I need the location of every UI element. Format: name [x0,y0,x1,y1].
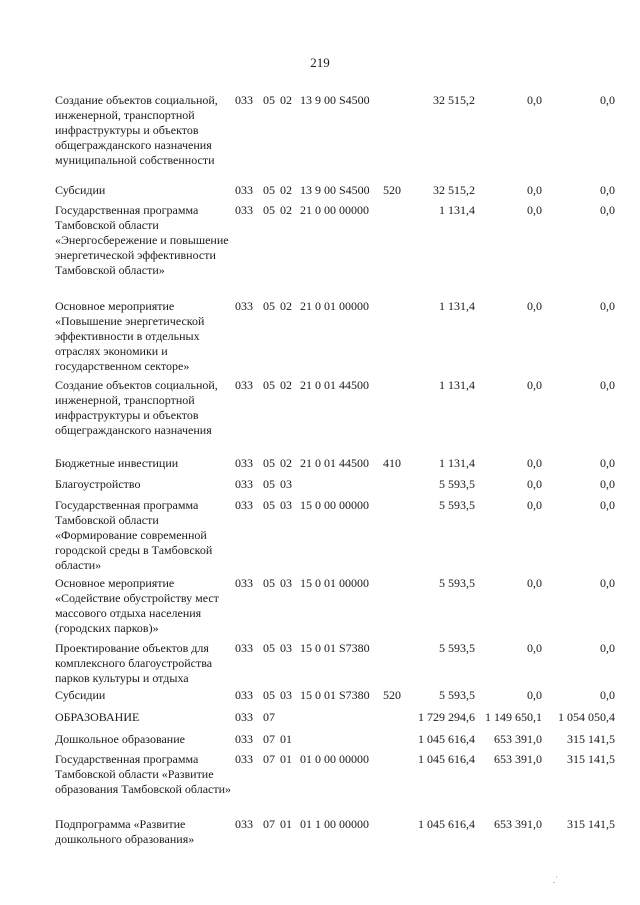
code-subsection: 03 [280,576,292,590]
row-name: Основное мероприятие «Повышение энергетической эффективности в отдельных отраслях экономики и государственном секторе» [55,299,205,373]
code-section: 07 [263,732,275,746]
code-subsection: 02 [280,299,292,313]
code-section: 05 [263,641,275,655]
value-year-1: 1 131,4 [439,456,475,470]
row-name: Государственная программа Тамбовской области «Формирование современной городской среды в Тамбовской области» [55,498,213,572]
row-name: Создание объектов социальной, инженерной, транспортной инфраструктуры и объектов общегражданского назначения [55,378,218,437]
code-section: 05 [263,456,275,470]
value-year-2: 0,0 [527,203,542,217]
value-year-1: 1 131,4 [439,299,475,313]
code-target: 21 0 00 00000 [300,203,369,217]
row-name: Государственная программа Тамбовской области «Энергосбережение и повышение энергетической эффективности Тамбовской области» [55,203,229,277]
code-subsection: 02 [280,203,292,217]
row-name: Проектирование объектов для комплексного благоустройства парков культуры и отдыха [55,641,213,685]
code-section: 05 [263,498,275,512]
code-section: 07 [263,752,275,766]
value-year-3: 0,0 [600,183,615,197]
value-year-3: 315 141,5 [567,752,615,766]
code-section: 05 [263,688,275,702]
code-subsection: 01 [280,732,292,746]
code-ved: 033 [235,710,253,724]
code-section: 05 [263,93,275,107]
value-year-3: 315 141,5 [567,732,615,746]
code-expense-type: 520 [383,183,401,197]
row-name: Подпрограмма «Развитие дошкольного образования» [55,817,195,846]
row-name: Субсидии [55,183,106,197]
value-year-3: 0,0 [600,498,615,512]
code-section: 05 [263,378,275,392]
value-year-1: 1 729 294,6 [418,710,475,724]
code-target: 13 9 00 S4500 [300,183,370,197]
value-year-1: 5 593,5 [439,641,475,655]
code-target: 15 0 01 00000 [300,576,369,590]
value-year-1: 1 131,4 [439,378,475,392]
code-subsection: 03 [280,641,292,655]
value-year-3: 0,0 [600,299,615,313]
code-expense-type: 410 [383,456,401,470]
value-year-2: 653 391,0 [494,752,542,766]
code-target: 01 0 00 00000 [300,752,369,766]
code-subsection: 03 [280,477,292,491]
code-ved: 033 [235,378,253,392]
code-target: 01 1 00 00000 [300,817,369,831]
value-year-1: 1 131,4 [439,203,475,217]
code-ved: 033 [235,688,253,702]
value-year-2: 0,0 [527,299,542,313]
value-year-3: 0,0 [600,576,615,590]
code-target: 15 0 01 S7380 [300,688,370,702]
value-year-1: 5 593,5 [439,576,475,590]
value-year-2: 0,0 [527,498,542,512]
code-target: 21 0 01 44500 [300,378,369,392]
row-name: Благоустройство [55,477,141,491]
code-ved: 033 [235,183,253,197]
value-year-3: 0,0 [600,203,615,217]
row-name: Субсидии [55,688,106,702]
value-year-3: 0,0 [600,456,615,470]
page-number: 219 [310,55,330,70]
code-ved: 033 [235,641,253,655]
value-year-2: 0,0 [527,688,542,702]
value-year-2: 0,0 [527,93,542,107]
code-expense-type: 520 [383,688,401,702]
value-year-1: 32 515,2 [433,93,475,107]
code-subsection: 03 [280,498,292,512]
code-target: 15 0 01 S7380 [300,641,370,655]
value-year-3: 315 141,5 [567,817,615,831]
value-year-3: 1 054 050,4 [558,710,615,724]
code-ved: 033 [235,732,253,746]
code-section: 05 [263,299,275,313]
code-subsection: 01 [280,817,292,831]
value-year-1: 5 593,5 [439,688,475,702]
code-subsection: 01 [280,752,292,766]
code-ved: 033 [235,576,253,590]
value-year-1: 5 593,5 [439,477,475,491]
row-name: Бюджетные инвестиции [55,456,179,470]
value-year-2: 0,0 [527,378,542,392]
value-year-3: 0,0 [600,93,615,107]
value-year-1: 1 045 616,4 [418,752,475,766]
code-ved: 033 [235,498,253,512]
code-subsection: 02 [280,456,292,470]
code-target: 13 9 00 S4500 [300,93,370,107]
value-year-2: 0,0 [527,576,542,590]
code-section: 05 [263,183,275,197]
value-year-2: 0,0 [527,477,542,491]
value-year-3: 0,0 [600,641,615,655]
value-year-1: 1 045 616,4 [418,817,475,831]
value-year-1: 1 045 616,4 [418,732,475,746]
code-section: 05 [263,477,275,491]
scan-mark: .˙ [552,875,558,885]
code-section: 05 [263,576,275,590]
row-name: Основное мероприятие «Содействие обустройству мест массового отдыха населения (городских парков)» [55,576,219,635]
code-ved: 033 [235,817,253,831]
code-ved: 033 [235,752,253,766]
code-target: 21 0 01 00000 [300,299,369,313]
code-subsection: 02 [280,378,292,392]
row-name: Государственная программа Тамбовской области «Развитие образования Тамбовской области» [55,752,232,796]
code-section: 07 [263,817,275,831]
value-year-2: 0,0 [527,641,542,655]
value-year-3: 0,0 [600,688,615,702]
row-name: Дошкольное образование [55,732,185,746]
value-year-2: 0,0 [527,183,542,197]
code-ved: 033 [235,456,253,470]
code-ved: 033 [235,477,253,491]
value-year-1: 32 515,2 [433,183,475,197]
row-name: ОБРАЗОВАНИЕ [55,710,140,724]
value-year-1: 5 593,5 [439,498,475,512]
code-ved: 033 [235,93,253,107]
code-subsection: 02 [280,183,292,197]
value-year-2: 653 391,0 [494,817,542,831]
code-subsection: 02 [280,93,292,107]
code-section: 07 [263,710,275,724]
code-ved: 033 [235,203,253,217]
code-target: 21 0 01 44500 [300,456,369,470]
code-target: 15 0 00 00000 [300,498,369,512]
value-year-3: 0,0 [600,378,615,392]
code-section: 05 [263,203,275,217]
code-subsection: 03 [280,688,292,702]
value-year-2: 653 391,0 [494,732,542,746]
row-name: Создание объектов социальной, инженерной, транспортной инфраструктуры и объектов общегражданского назначения муниципальной собственности [55,93,218,167]
value-year-3: 0,0 [600,477,615,491]
value-year-2: 1 149 650,1 [485,710,542,724]
value-year-2: 0,0 [527,456,542,470]
code-ved: 033 [235,299,253,313]
